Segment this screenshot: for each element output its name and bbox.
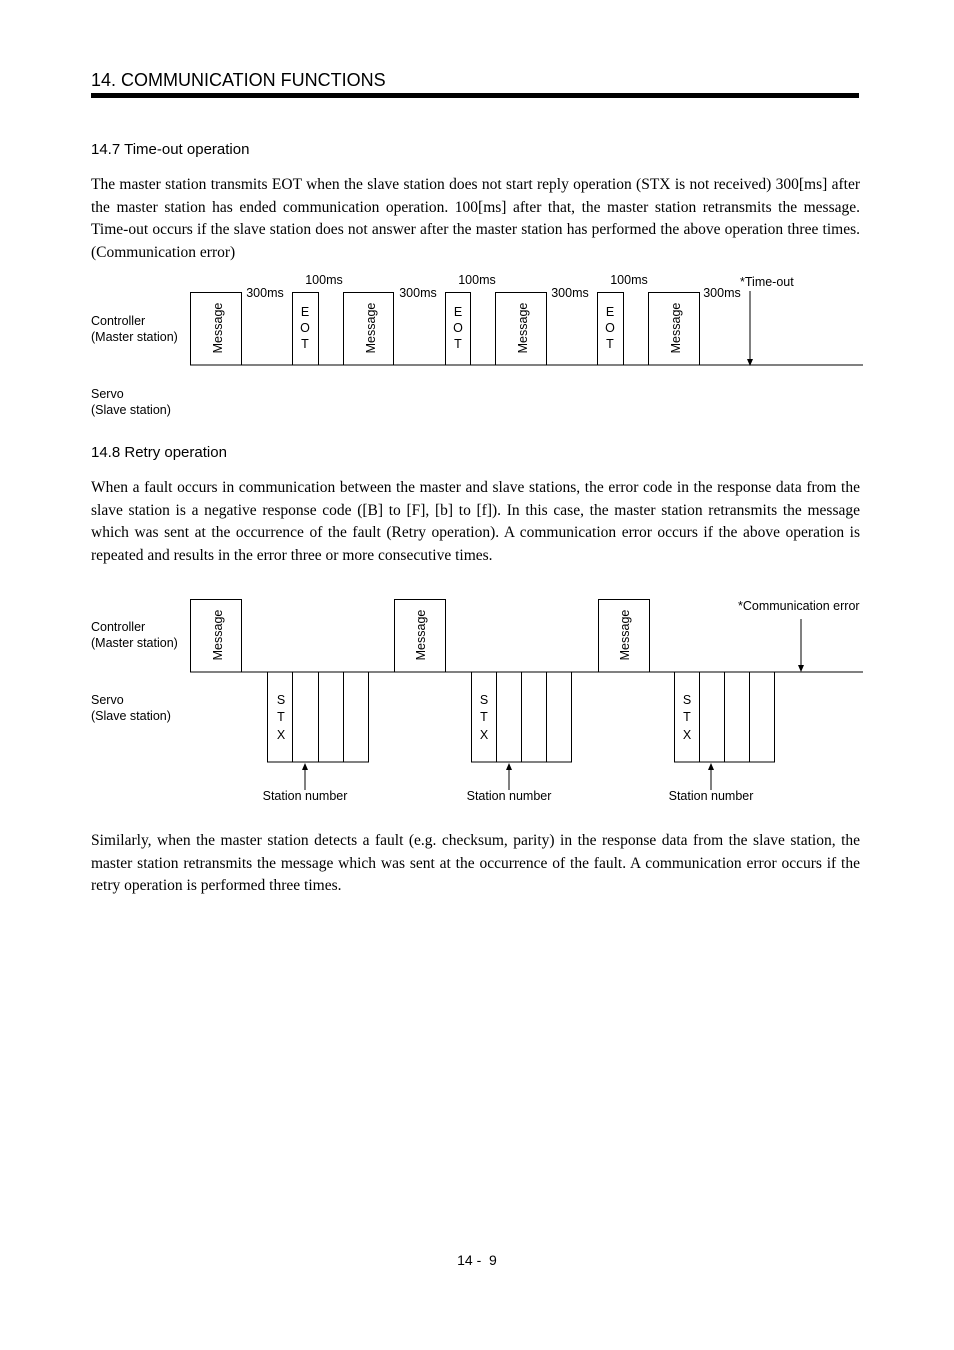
response-data-box bbox=[725, 672, 750, 762]
timeout-message-text: Message bbox=[516, 302, 530, 354]
eot-letter: E bbox=[605, 305, 615, 319]
timeout-message-text: Message bbox=[669, 302, 683, 354]
paragraph-closing: Similarly, when the master station detects a fault (e.g. checksum, parity) in the response data from the slave station, the master station retransmits the message which was sent at the occurrence of the fault. A communication error occurs if the retry operation is performed three times. bbox=[91, 832, 860, 895]
eot-letter: T bbox=[606, 337, 614, 351]
retry-servo-label: Servo (Slave station) bbox=[91, 693, 171, 723]
eot-letter: O bbox=[453, 321, 463, 335]
eot-letter: T bbox=[454, 337, 462, 351]
chapter-title: 14. COMMUNICATION FUNCTIONS bbox=[91, 70, 386, 90]
timeout-message-text: Message bbox=[211, 302, 225, 354]
station-number-box bbox=[497, 672, 522, 762]
delay-300-label: 300ms bbox=[703, 286, 741, 300]
page-number: 14 - 9 bbox=[457, 1252, 497, 1268]
response-data-box bbox=[522, 672, 547, 762]
stx-letter: S bbox=[682, 693, 692, 707]
stx-letter: T bbox=[277, 710, 285, 724]
paragraph-retry: When a fault occurs in communication between the master and slave stations, the error code in the response data from the slave station is a negative response code ([B] to [F], [b] to [f]). In this case, the master station retransmits the message which was sent at the occurrence of the fault (Retry operation). A communication error occurs if the above operation is repeated and results in the error three or more consecutive times. bbox=[91, 479, 860, 564]
stx-letter: X bbox=[276, 728, 286, 742]
eot-letter: T bbox=[301, 337, 309, 351]
delay-300-label: 300ms bbox=[246, 286, 284, 300]
timeout-controller-label: Controller (Master station) bbox=[91, 314, 178, 344]
eot-letter: E bbox=[300, 305, 310, 319]
stx-letter: X bbox=[682, 728, 692, 742]
stx-letter: T bbox=[480, 710, 488, 724]
retry-message-text: Message bbox=[414, 609, 428, 661]
comm-error-arrow-icon bbox=[798, 665, 804, 672]
station-number-arrow-icon bbox=[708, 763, 714, 770]
comm-error-label: *Communication error bbox=[738, 599, 860, 613]
response-data-box bbox=[319, 672, 344, 762]
station-number-arrow-icon bbox=[506, 763, 512, 770]
eot-letter: O bbox=[300, 321, 310, 335]
eot-letter: O bbox=[605, 321, 615, 335]
delay-100-label: 100ms bbox=[610, 273, 648, 287]
station-number-box bbox=[700, 672, 725, 762]
stx-letter: S bbox=[479, 693, 489, 707]
stx-letter: S bbox=[276, 693, 286, 707]
timeout-label: *Time-out bbox=[740, 275, 794, 289]
retry-message-text: Message bbox=[618, 609, 632, 661]
response-data-box bbox=[750, 672, 775, 762]
section-heading-retry: 14.8 Retry operation bbox=[91, 444, 227, 461]
timeout-message-text: Message bbox=[364, 302, 378, 354]
timeout-servo-label: Servo (Slave station) bbox=[91, 387, 171, 417]
paragraph-timeout: The master station transmits EOT when the slave station does not start reply operation (STX is not received) 300[ms] after the master station has ended communication operation. 100[ms] after that, the master station retransmits the message. Time-out occurs if the slave station does not answer after the master station has performed the above operation three times. (Communication error) bbox=[91, 176, 860, 261]
retry-controller-label: Controller (Master station) bbox=[91, 620, 178, 650]
delay-100-label: 100ms bbox=[458, 273, 496, 287]
section-heading-timeout: 14.7 Time-out operation bbox=[91, 141, 250, 158]
delay-100-label: 100ms bbox=[305, 273, 343, 287]
retry-message-text: Message bbox=[211, 609, 225, 661]
eot-letter: E bbox=[453, 305, 463, 319]
delay-300-label: 300ms bbox=[399, 286, 437, 300]
station-number-label: Station number bbox=[668, 789, 754, 803]
delay-300-label: 300ms bbox=[551, 286, 589, 300]
station-number-label: Station number bbox=[466, 789, 552, 803]
station-number-arrow-icon bbox=[302, 763, 308, 770]
station-number-label: Station number bbox=[262, 789, 348, 803]
station-number-box bbox=[293, 672, 319, 762]
stx-letter: X bbox=[479, 728, 489, 742]
response-data-box bbox=[547, 672, 572, 762]
stx-letter: T bbox=[683, 710, 691, 724]
response-data-box bbox=[344, 672, 369, 762]
